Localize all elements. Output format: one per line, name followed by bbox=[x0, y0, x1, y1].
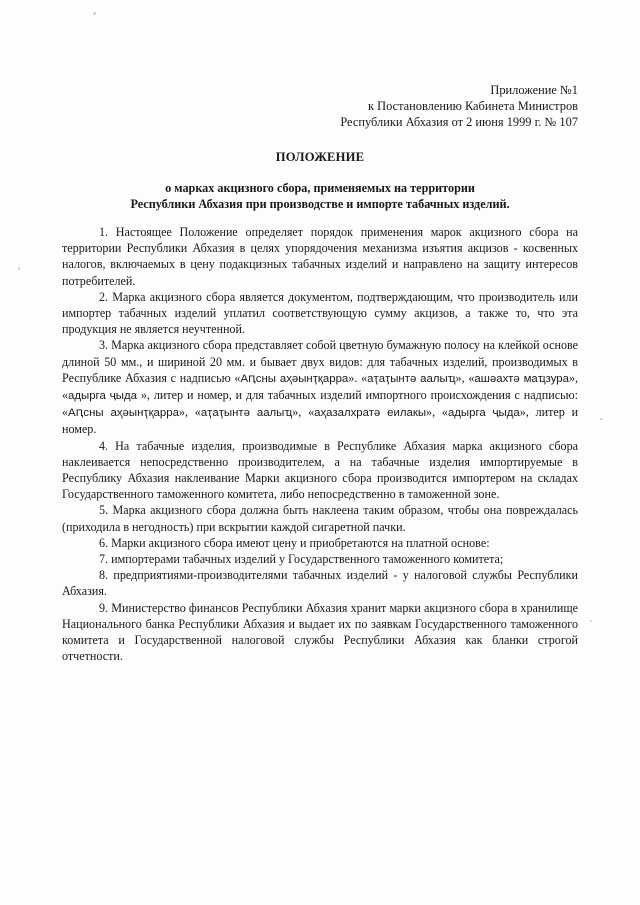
scan-speck bbox=[93, 12, 96, 15]
paragraph-3-text: ». « bbox=[348, 370, 368, 385]
stamp-inscription-special-mark: адырга ҷыда bbox=[447, 407, 520, 420]
paragraph-3-text: », « bbox=[178, 405, 201, 420]
stamp-inscription-tobacco: аҭаҭынтә аалыҵ bbox=[200, 407, 293, 420]
paragraph-3-text: », « bbox=[292, 405, 315, 420]
paragraph-2: 2. Марка акцизного сбора является документом, подтверждающим, что производитель или импортер табачных изделий уплатил соответствующую сумму акцизов, а также то, что эта продукция не является неучтенной. bbox=[62, 289, 578, 337]
document-subtitle bbox=[60, 180, 580, 212]
document-body bbox=[62, 224, 578, 664]
document-title: ПОЛОЖЕНИЕ bbox=[275, 150, 365, 164]
stamp-inscription-tobacco: аҭаҭынтә аалыҵ bbox=[367, 372, 456, 385]
paragraph-6: 6. Марки акцизного сбора имеют цену и приобретаются на платной основе: bbox=[99, 535, 490, 550]
paragraph-3-text: », литер и номер, и для табачных изделий импортного происхождения с надписью: « bbox=[62, 388, 578, 420]
stamp-inscription-special-mark: адырга ҷыда bbox=[68, 390, 137, 403]
paragraph-3-text: », литер и номер. bbox=[62, 405, 579, 437]
scan-speck bbox=[590, 620, 592, 622]
paragraph-3-text: », « bbox=[426, 405, 448, 420]
paragraph-7: 7. импортерами табачных изделий у Государственного таможенного комитета; bbox=[99, 552, 504, 567]
subtitle-line-1: о марках акцизного сбора, применяемых на территории bbox=[165, 181, 475, 195]
appendix-number: Приложение №1 bbox=[490, 83, 578, 97]
scan-speck bbox=[600, 418, 603, 420]
paragraph-9: 9. Министерство финансов Республики Абхазия хранит марки акцизного сбора в хранилище Национального банка Республики Абхазия и выдает их по заявкам Государственного таможенного комитета и Государственной налоговой службы Республики Абхазия как бланки строгой отчетности. bbox=[62, 600, 578, 664]
paragraph-4: 4. На табачные изделия, производимые в Республике Абхазия марка акцизного сбора наклеивается непосредственно производителем, а на табачные изделия импортируемые в Республику Абхазия наклеивание Марки акцизного сбора производится импортером на складах Государственного таможенного комитета, либо непосредственно в таможенной зоне. bbox=[62, 438, 578, 502]
appendix-header bbox=[340, 82, 578, 130]
paragraph-3-text: », « bbox=[62, 370, 579, 403]
stamp-inscription-tax-service: ашәахтә маҵзура bbox=[474, 372, 569, 385]
stamp-inscription-state: Аԥсны аҳәынҭқарра bbox=[68, 407, 179, 420]
paragraph-3 bbox=[62, 337, 578, 437]
paragraph-3-text: », « bbox=[455, 370, 475, 385]
appendix-reference: к Постановлению Кабинета Министров bbox=[368, 99, 578, 113]
scan-speck bbox=[18, 267, 20, 270]
stamp-inscription-state: Аԥсны аҳәынҭқарра bbox=[240, 372, 349, 385]
paragraph-8: 8. предприятиями-производителями табачных изделий - у налоговой службы Республики Абхазия. bbox=[62, 568, 578, 599]
subtitle-line-2: Республики Абхазия при производстве и импорте табачных изделий. bbox=[130, 197, 510, 211]
paragraph-5: 5. Марка акцизного сбора должна быть наклеена таким образом, чтобы она повреждалась (приходила в негодность) при вскрытии каждой сигаретной пачки. bbox=[62, 503, 578, 534]
appendix-decree: Республики Абхазия от 2 июня 1999 г. № 107 bbox=[340, 115, 578, 129]
stamp-inscription-customs: аҳазалхратә еилакы bbox=[314, 407, 427, 420]
paragraph-1: 1. Настоящее Положение определяет порядок применения марок акцизного сбора на территории Республики Абхазия в целях упорядочения механизма изъятия акцизов - косвенных налогов, включаемых в цену подакцизных табачных изделий и направлено на защиту интересов потребителей. bbox=[62, 225, 578, 288]
paragraph-3-text: 3. Марка акцизного сбора представляет собой цветную бумажную полосу на клейкой основе длиной 50 мм., и шириной 20 мм. и бывает двух видов: для табачных изделий, производимых в Республике Абхазия с надписью « bbox=[62, 338, 578, 385]
